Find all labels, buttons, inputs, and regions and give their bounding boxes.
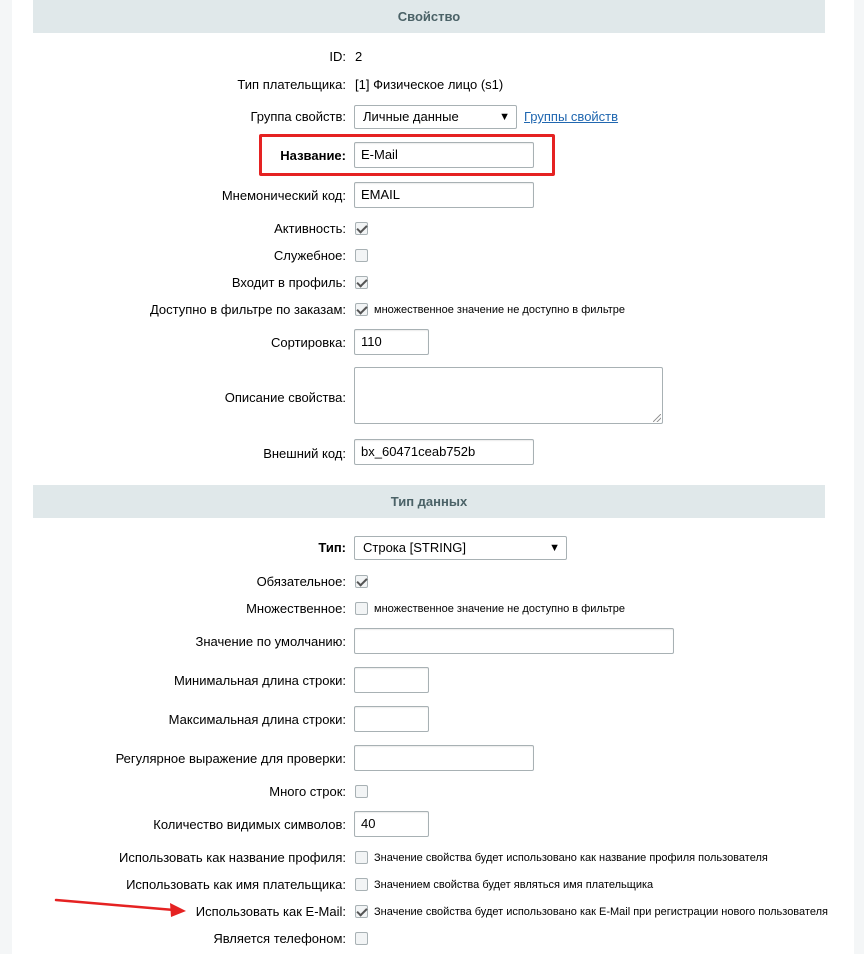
description-label: Описание свойства: xyxy=(224,390,346,405)
code-input[interactable]: EMAIL xyxy=(354,182,534,208)
section-header-datatype: Тип данных xyxy=(33,485,825,518)
payer-type-label: Тип плательщика: xyxy=(237,77,346,92)
visible-chars-label: Количество видимых символов: xyxy=(153,817,346,832)
default-value-input[interactable] xyxy=(354,628,674,654)
in-profile-checkbox[interactable] xyxy=(355,276,368,289)
is-profile-name-label: Использовать как название профиля: xyxy=(119,850,346,865)
type-select[interactable] xyxy=(354,536,567,560)
id-label: ID: xyxy=(329,49,346,64)
visible-chars-input[interactable]: 40 xyxy=(354,811,429,837)
is-payer-hint: Значением свойства будет являться имя плательщика xyxy=(374,879,654,891)
annotation-arrow-icon xyxy=(50,892,190,922)
multiple-label: Множественное: xyxy=(246,601,346,616)
property-group-select[interactable] xyxy=(354,105,517,129)
min-length-label: Минимальная длина строки: xyxy=(173,673,346,688)
name-label: Название: xyxy=(280,148,346,163)
required-checkbox[interactable] xyxy=(355,575,368,588)
is-phone-checkbox[interactable] xyxy=(355,932,368,945)
section-header-property: Свойство xyxy=(33,0,825,33)
highlight-box-name xyxy=(259,134,555,176)
type-selected: Строка [STRING] xyxy=(363,540,466,555)
utility-checkbox[interactable] xyxy=(355,249,368,262)
in-filter-hint: множественное значение не доступно в фильтре xyxy=(374,304,625,316)
property-group-selected: Личные данные xyxy=(363,109,459,124)
is-email-hint: Значение свойства будет использовано как E-Mail при регистрации нового пользователя xyxy=(374,906,828,918)
type-label: Тип: xyxy=(318,540,346,555)
page-margin-left xyxy=(0,0,12,954)
is-email-checkbox[interactable] xyxy=(355,905,368,918)
active-label: Активность: xyxy=(274,221,346,236)
xml-id-input[interactable]: bx_60471ceab752b xyxy=(354,439,534,465)
required-label: Обязательное: xyxy=(256,574,346,589)
sort-input[interactable]: 110 xyxy=(354,329,429,355)
max-length-input[interactable] xyxy=(354,706,429,732)
regex-label: Регулярное выражение для проверки: xyxy=(115,751,346,766)
is-payer-checkbox[interactable] xyxy=(355,878,368,891)
property-groups-link[interactable]: Группы свойств xyxy=(524,109,619,124)
utility-label: Служебное: xyxy=(273,248,346,263)
description-textarea[interactable] xyxy=(354,367,663,424)
in-filter-label: Доступно в фильтре по заказам: xyxy=(149,302,346,317)
is-profile-name-hint: Значение свойства будет использовано как название профиля пользователя xyxy=(374,852,768,864)
chevron-down-icon: ▼ xyxy=(499,111,510,123)
max-length-label: Максимальная длина строки: xyxy=(168,712,346,727)
multiline-checkbox[interactable] xyxy=(355,785,368,798)
min-length-input[interactable] xyxy=(354,667,429,693)
is-profile-name-checkbox[interactable] xyxy=(355,851,368,864)
regex-input[interactable] xyxy=(354,745,534,771)
is-email-label: Использовать как E-Mail: xyxy=(195,904,346,919)
chevron-down-icon: ▼ xyxy=(549,542,560,554)
property-group-label: Группа свойств: xyxy=(250,109,346,124)
multiple-hint: множественное значение не доступно в фильтре xyxy=(374,603,625,615)
xml-id-label: Внешний код: xyxy=(263,446,346,461)
page-margin-right xyxy=(854,0,864,954)
default-value-label: Значение по умолчанию: xyxy=(195,634,346,649)
resize-grip-icon[interactable] xyxy=(653,414,661,422)
code-label: Мнемонический код: xyxy=(221,188,346,203)
sort-label: Сортировка: xyxy=(271,335,346,350)
multiple-checkbox[interactable] xyxy=(355,602,368,615)
name-input[interactable]: E-Mail xyxy=(354,142,534,168)
in-profile-label: Входит в профиль: xyxy=(231,275,346,290)
is-phone-label: Является телефоном: xyxy=(213,931,346,946)
payer-type-value: [1] Физическое лицо (s1) xyxy=(355,77,504,92)
id-value: 2 xyxy=(355,49,363,64)
is-payer-label: Использовать как имя плательщика: xyxy=(126,877,346,892)
in-filter-checkbox[interactable] xyxy=(355,303,368,316)
multiline-label: Много строк: xyxy=(269,784,346,799)
active-checkbox[interactable] xyxy=(355,222,368,235)
